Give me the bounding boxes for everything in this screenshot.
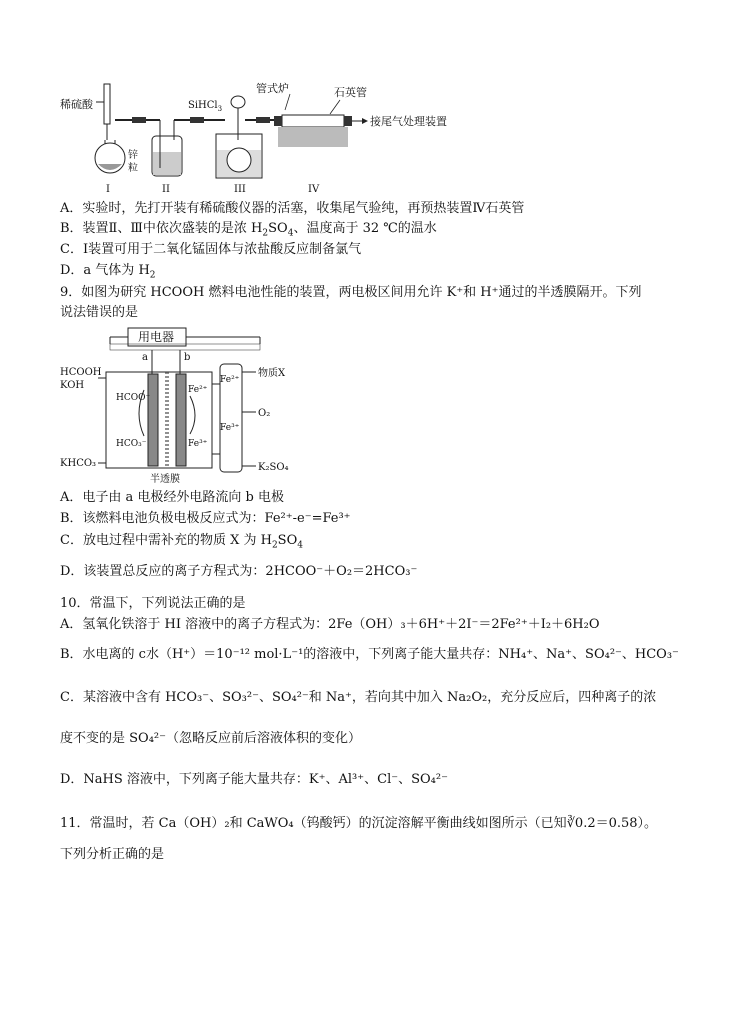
q10-option-a: A．氢氧化铁溶于 HI 溶液中的离子方程式为：2Fe（OH）₃＋6H⁺＋2I⁻＝2Fe²⁺＋I₂＋6H₂O [60,617,600,632]
label-roman-1: I [106,184,110,195]
label-hcoo: HCOO⁻ [116,393,151,403]
q8-apparatus-figure [60,78,460,196]
q11-stem-line2: 下列分析正确的是 [60,847,165,862]
q9-option-b: B．该燃料电池负极电极反应式为：Fe²⁺-e⁻=Fe³⁺ [60,511,351,526]
q10-option-d: D．NaHS 溶液中，下列离子能大量共存：K⁺、Al³⁺、Cl⁻、SO₄²⁻ [60,772,448,787]
label-fe3-right: Fe³⁺ [220,423,240,433]
q9-fuel-cell-figure [60,324,370,486]
label-quartz: 石英管 [334,86,367,99]
label-koh: KOH [60,380,85,391]
q10-option-c-line2: 度不变的是 SO₄²⁻（忽略反应前后溶液体积的变化） [60,731,361,746]
label-furnace: 管式炉 [256,82,289,95]
q8-option-a: A．实验时，先打开装有稀硫酸仪器的活塞，收集尾气验纯，再预热装置Ⅳ石英管 [60,201,525,216]
q10-option-c-line1: C．某溶液中含有 HCO₃⁻、SO₃²⁻、SO₄²⁻和 Na⁺，若向其中加入 Na₂O₂，充分反应后，四种离子的浓 [60,690,657,705]
label-sihcl3: SiHCl$_3$ [188,100,223,113]
q9-option-d: D．该装置总反应的离子方程式为：2HCOO⁻＋O₂＝2HCO₃⁻ [60,564,418,579]
label-hco3: HCO₃⁻ [116,439,147,449]
label-fe3-left: Fe³⁺ [188,439,208,449]
label-electrode-a: a [142,352,148,363]
label-electrode-b: b [184,352,191,363]
label-roman-4: IV [308,184,320,195]
q8-option-b: B．装置Ⅱ、Ⅲ中依次盛装的是浓 $H_2SO_4$、温度高于 32 ℃的温水 [60,221,437,239]
label-roman-2: II [162,184,170,195]
q9-stem-line2: 说法错误的是 [60,305,139,320]
label-substance-x: 物质X [258,368,286,379]
label-dilute-acid: 稀硫酸 [60,98,93,111]
label-k2so4: K₂SO₄ [258,462,289,473]
q8-option-c: C．Ⅰ装置可用于二氧化锰固体与浓盐酸反应制备氯气 [60,242,362,257]
label-device: 用电器 [138,330,175,344]
label-khco3: KHCO₃ [60,458,97,469]
q9-stem-line1: 9．如图为研究 HCOOH 燃料电池性能的装置，两电极区间用允许 K⁺和 H⁺通过的半透膜隔开。下列 [60,285,642,300]
label-fe2-right: Fe²⁺ [220,375,240,385]
label-o2: O₂ [258,408,271,419]
label-zinc-2: 粒 [128,163,138,174]
q10-stem: 10．常温下，下列说法正确的是 [60,596,246,611]
q8-option-d: D．a 气体为 $H_2$ [60,263,156,281]
q9-option-a: A．电子由 a 电极经外电路流向 b 电极 [60,490,284,505]
label-membrane: 半透膜 [150,474,180,485]
q11-stem-line1: 11．常温时，若 Ca（OH）₂和 CaWO₄（钨酸钙）的沉淀溶解平衡曲线如图所示（已知∛0.2＝0.58）。 [60,816,658,831]
label-fe2-left: Fe²⁺ [188,385,208,395]
label-zinc-1: 锌 [128,150,138,161]
label-tail-gas: 接尾气处理装置 [370,115,447,128]
label-roman-3: III [234,184,246,195]
q9-option-c: C．放电过程中需补充的物质 X 为 $H_2SO_4$ [60,533,303,551]
q10-option-b: B．水电离的 c水（H⁺）＝10⁻¹² mol·L⁻¹的溶液中，下列离子能大量共存：NH₄⁺、Na⁺、SO₄²⁻、HCO₃⁻ [60,647,679,662]
label-hcooh: HCOOH [60,367,102,378]
